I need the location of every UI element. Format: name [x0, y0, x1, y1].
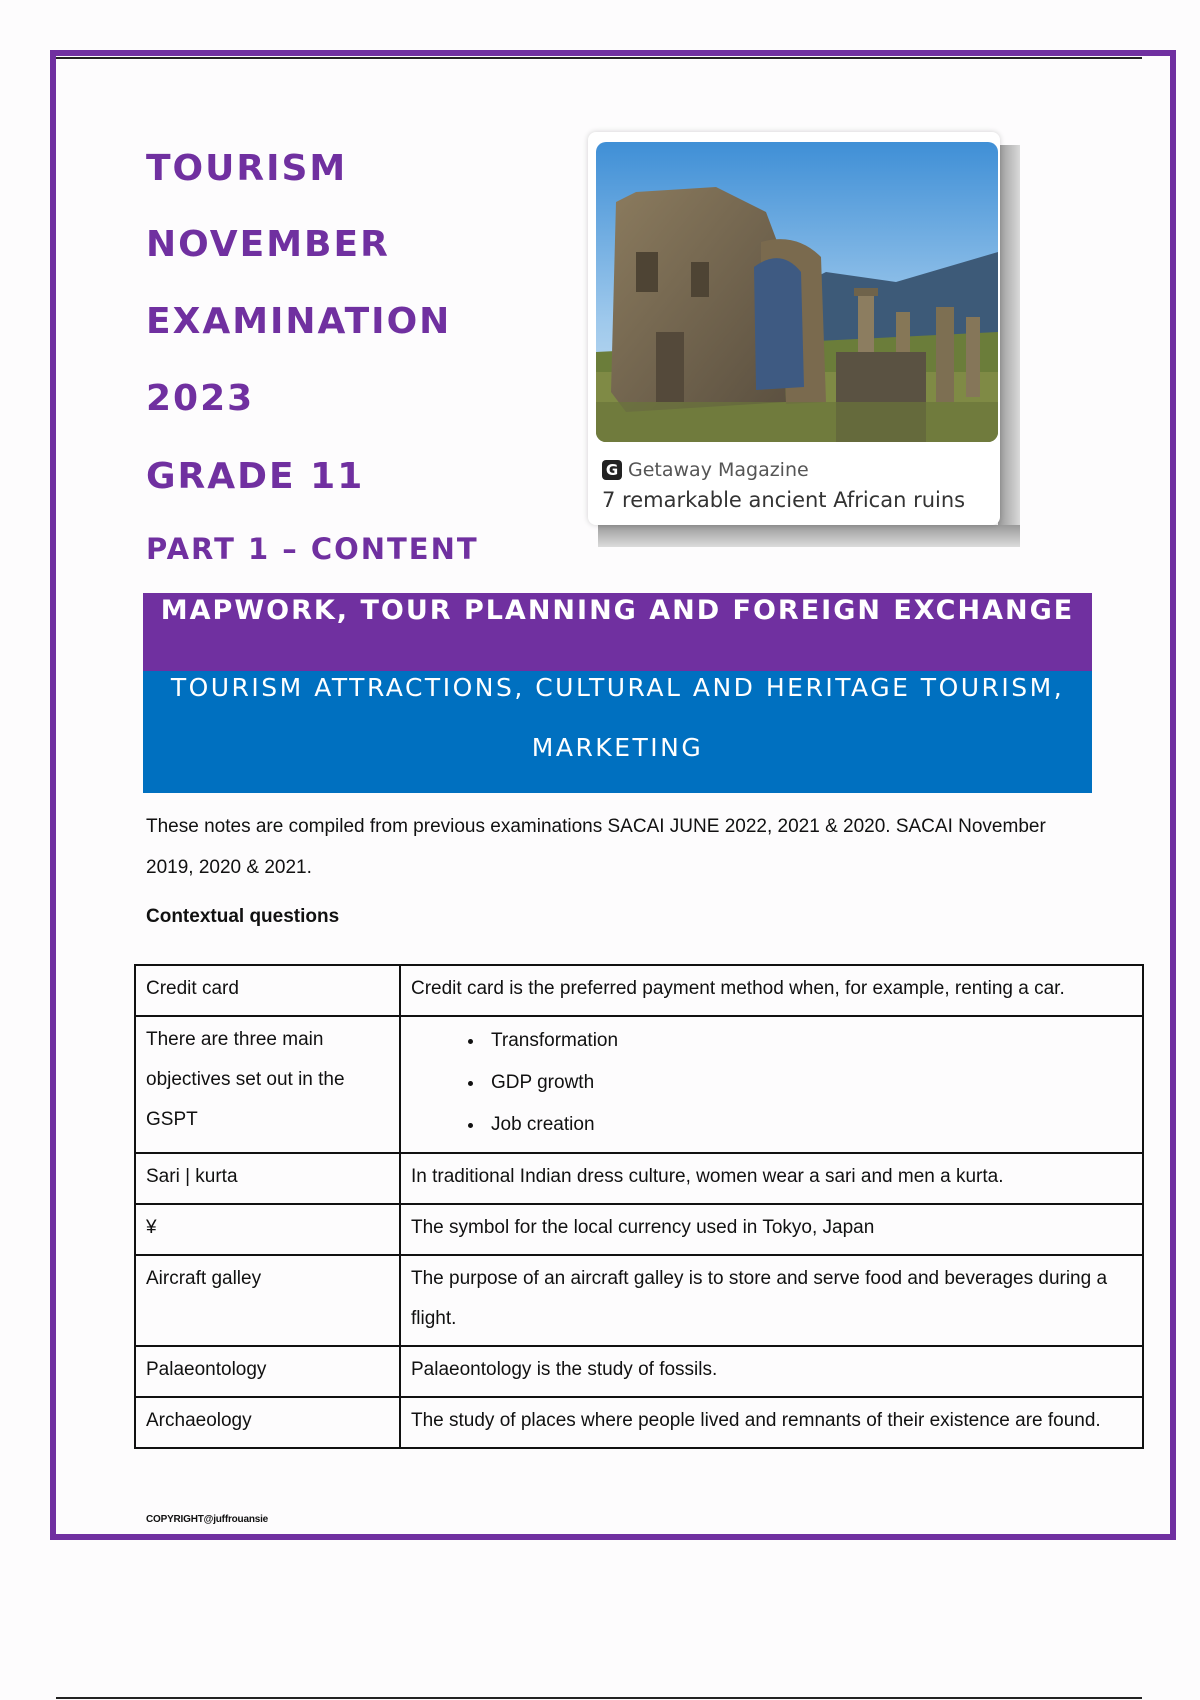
objectives-list [411, 1020, 1132, 1146]
banner-tourism-line1: TOURISM ATTRACTIONS, CULTURAL AND HERITAGE TOURISM, [170, 673, 1065, 702]
intro-text: These notes are compiled from previous examinations SACAI JUNE 2022, 2021 & 2020. SACAI November 2019, 2020 & 2021. [146, 816, 1046, 878]
term-cell: Aircraft galley [135, 1255, 400, 1346]
image-card[interactable] [588, 132, 1000, 525]
answer-cell: Credit card is the preferred payment method when, for example, renting a car. [400, 965, 1143, 1016]
banner-tourism-line2: MARKETING [531, 733, 704, 762]
card-shadow [598, 525, 1020, 547]
card-source-label: Getaway Magazine [628, 459, 809, 481]
answer-cell: The symbol for the local currency used in Tokyo, Japan [400, 1204, 1143, 1255]
table-row [135, 1016, 1143, 1153]
card-source[interactable] [602, 459, 809, 481]
table-row [135, 1204, 1143, 1255]
title-line-grade: GRADE 11 [146, 456, 365, 497]
table-row [135, 1346, 1143, 1397]
ruins-photo [596, 142, 998, 442]
list-item: • Job creation [485, 1104, 1132, 1146]
term-cell: ¥ [135, 1204, 400, 1255]
term-cell: There are three main objectives set out in the GSPT [135, 1016, 400, 1153]
term-cell: Archaeology [135, 1397, 400, 1448]
bottom-rule [56, 1697, 1142, 1699]
title-line-examination: EXAMINATION [146, 301, 452, 342]
list-item: • GDP growth [485, 1062, 1132, 1104]
title-line-tourism: TOURISM [146, 148, 348, 189]
title-line-year: 2023 [146, 378, 255, 419]
banner-mapwork [143, 593, 1092, 671]
answer-cell [400, 1016, 1143, 1153]
term-cell: Credit card [135, 965, 400, 1016]
table-row [135, 1255, 1143, 1346]
copyright-notice: COPYRIGHT@juffrouansie [146, 1514, 269, 1525]
getaway-logo-icon: G [602, 460, 622, 480]
table-row [135, 965, 1143, 1016]
term-cell: Palaeontology [135, 1346, 400, 1397]
answer-cell: In traditional Indian dress culture, women wear a sari and men a kurta. [400, 1153, 1143, 1204]
title-line-november: NOVEMBER [146, 224, 390, 265]
banner-mapwork-text: MAPWORK, TOUR PLANNING AND FOREIGN EXCHANGE [160, 595, 1075, 626]
contextual-questions-table [134, 964, 1144, 1449]
table-row [135, 1153, 1143, 1204]
table-row [135, 1397, 1143, 1448]
term-cell: Sari | kurta [135, 1153, 400, 1204]
card-caption[interactable]: 7 remarkable ancient African ruins [602, 488, 966, 512]
answer-cell: The study of places where people lived and remnants of their existence are found. [400, 1397, 1143, 1448]
section-heading: Contextual questions [146, 906, 340, 927]
list-item: • Transformation [485, 1020, 1132, 1062]
banner-tourism-attractions [143, 671, 1092, 793]
subtitle: PART 1 – CONTENT [146, 532, 479, 566]
card-shadow [998, 145, 1020, 525]
answer-cell: The purpose of an aircraft galley is to store and serve food and beverages during a flight. [400, 1255, 1143, 1346]
answer-cell: Palaeontology is the study of fossils. [400, 1346, 1143, 1397]
